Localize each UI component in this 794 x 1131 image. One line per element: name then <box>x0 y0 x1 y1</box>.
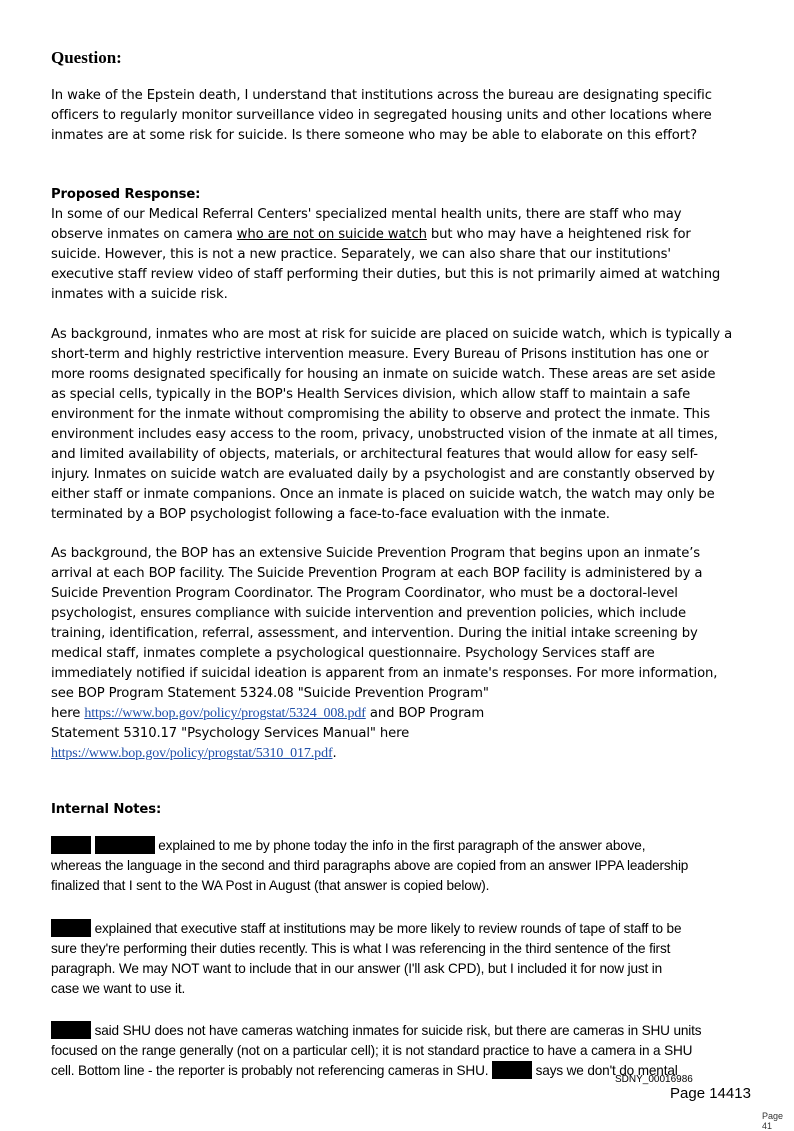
response-p2-line: and limited availability of objects, materials, or architectural features that would allow for easy self- <box>51 447 698 462</box>
question-line: inmates are at some risk for suicide. Is there someone who may be able to elaborate on this effort? <box>51 128 697 143</box>
redaction-block <box>492 1061 532 1079</box>
note3-line: cell. Bottom line - the reporter is probably not referencing cameras in SHU. says we don't do mental <box>51 1063 678 1078</box>
underlined-phrase: who are not on suicide watch <box>236 227 427 242</box>
response-p3-line: arrival at each BOP facility. The Suicide Prevention Program at each BOP facility is administered by a <box>51 566 703 581</box>
redaction-block <box>51 836 91 854</box>
response-p3-line: immediately notified if suicidal ideation is apparent from an inmate's responses. For more information, <box>51 666 718 681</box>
redaction-block <box>95 836 155 854</box>
response-p2-line: environment includes easy access to the room, privacy, unobstructed vision of the inmate at all times, <box>51 427 718 442</box>
page-number-small: Page 41 <box>762 1111 784 1131</box>
page-number: Page 14413 <box>670 1085 751 1102</box>
note1-line: whereas the language in the second and third paragraphs above are copied from an answer IPPA leadership <box>51 858 689 873</box>
response-p1-line: inmates with a suicide risk. <box>51 287 228 302</box>
internal-notes-heading: Internal Notes: <box>51 802 162 817</box>
response-p2-line: injury. Inmates on suicide watch are evaluated daily by a psychologist and are constantly observed by <box>51 467 715 482</box>
note1-line: finalized that I sent to the WA Post in August (that answer is copied below). <box>51 878 490 893</box>
response-p2-line: as special cells, typically in the BOP's Health Services division, which allow staff to maintain a safe <box>51 387 691 402</box>
response-p3-line: medical staff, inmates complete a psychological questionnaire. Psychology Services staff are <box>51 646 655 661</box>
response-heading: Proposed Response: <box>51 187 201 202</box>
response-p3-line: here https://www.bop.gov/policy/progstat/5324_008.pdf and BOP Program <box>51 706 485 721</box>
response-p1-line: suicide. However, this is not a new practice. Separately, we can also share that our institutions' <box>51 247 671 262</box>
response-p1-line: executive staff review video of staff performing their duties, but this is not primarily aimed at watching <box>51 267 721 282</box>
note1-line: explained to me by phone today the info in the first paragraph of the answer above, <box>51 836 756 856</box>
response-p3-line: As background, the BOP has an extensive Suicide Prevention Program that begins upon an inmate’s <box>51 546 701 561</box>
response-p2-line: either staff or inmate companions. Once an inmate is placed on suicide watch, the watch may only be <box>51 487 715 502</box>
note2-line: sure they're performing their duties recently. This is what I was referencing in the third sentence of the first <box>51 941 671 956</box>
response-p1-line: observe inmates on camera who are not on suicide watch but who may have a heightened risk for <box>51 227 691 242</box>
response-p2-line: more rooms designated specifically for housing an inmate on suicide watch. These areas are set aside <box>51 367 716 382</box>
response-p3-line: psychologist, ensures compliance with suicide intervention and prevention policies, which include <box>51 606 687 621</box>
response-p3-line: see BOP Program Statement 5324.08 "Suicide Prevention Program" <box>51 686 489 701</box>
response-p2-line: environment for the inmate without compromising the ability to observe and protect the inmate. This <box>51 407 711 422</box>
response-p3-line: Statement 5310.17 "Psychology Services Manual" here <box>51 726 410 741</box>
link-suicide-prevention-program[interactable]: https://www.bop.gov/policy/progstat/5324_008.pdf <box>84 706 366 721</box>
response-p2-line: As background, inmates who are most at risk for suicide are placed on suicide watch, which is typically a <box>51 327 733 342</box>
response-p2-line: terminated by a BOP psychologist following a face-to-face evaluation with the inmate. <box>51 507 610 522</box>
response-p1-line: In some of our Medical Referral Centers' specialized mental health units, there are staff who may <box>51 207 682 222</box>
note2-line: case we want to use it. <box>51 981 186 996</box>
note3-line: focused on the range generally (not on a particular cell); it is not standard practice to have a camera in a SHU <box>51 1043 693 1058</box>
bates-number: SDNY_00016986 <box>615 1074 693 1085</box>
redaction-block <box>51 1021 91 1039</box>
link-psychology-services-manual[interactable]: https://www.bop.gov/policy/progstat/5310_017.pdf <box>51 746 333 761</box>
response-p3-line: https://www.bop.gov/policy/progstat/5310_017.pdf. <box>51 746 337 761</box>
question-heading: Question: <box>51 48 122 67</box>
response-p3-line: Suicide Prevention Program Coordinator. The Program Coordinator, who must be a doctoral-level <box>51 586 678 601</box>
response-p2-line: short-term and highly restrictive intervention measure. Every Bureau of Prisons institution has one or <box>51 347 709 362</box>
question-line: In wake of the Epstein death, I understand that institutions across the bureau are designating specific <box>51 88 712 103</box>
redaction-block <box>51 919 91 937</box>
response-p3-line: training, identification, referral, assessment, and intervention. During the initial intake screening by <box>51 626 698 641</box>
note2-line: explained that executive staff at institutions may be more likely to review rounds of tape of staff to be <box>51 919 756 939</box>
note3-line: said SHU does not have cameras watching inmates for suicide risk, but there are cameras in SHU units <box>51 1021 756 1041</box>
note2-line: paragraph. We may NOT want to include that in our answer (I'll ask CPD), but I included it for now just in <box>51 961 663 976</box>
question-line: officers to regularly monitor surveillance video in segregated housing units and other locations where <box>51 108 712 123</box>
